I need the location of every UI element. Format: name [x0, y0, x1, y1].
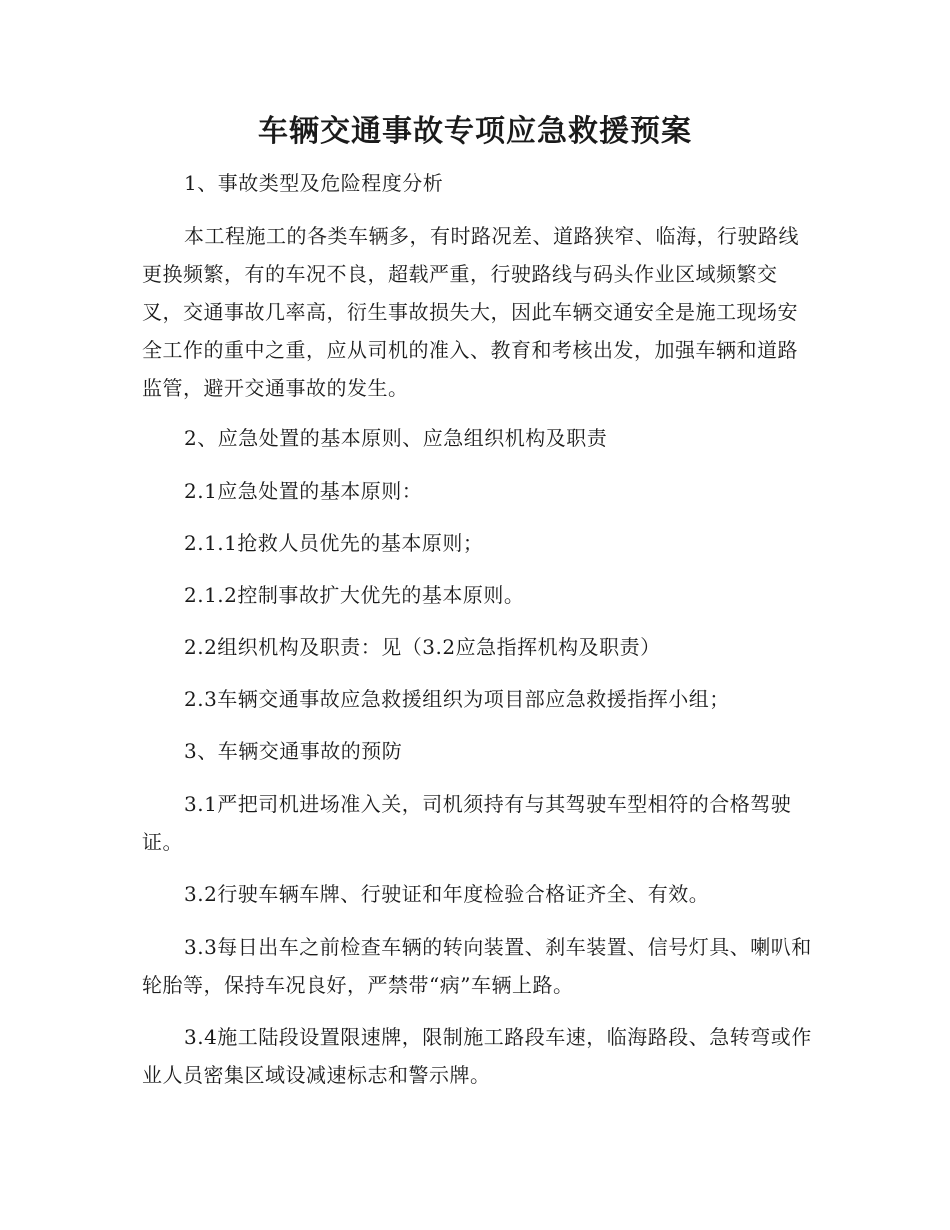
document-title: 车辆交通事故专项应急救援预案	[258, 114, 692, 149]
subsection-2-1: 2.1应急处置的基本原则：	[184, 479, 423, 503]
subsection-2-3: 2.3车辆交通事故应急救援组织为项目部应急救援指挥小组；	[184, 687, 730, 711]
section-heading-2: 2、应急处置的基本原则、应急组织机构及职责	[184, 426, 608, 450]
item-3-3: 3.3每日出车之前检查车辆的转向装置、刹车装置、信号灯具、喇叭和轮胎等，保持车况良好，严禁带“病”车辆上路。	[142, 935, 812, 997]
item-3-2: 3.2行驶车辆车牌、行驶证和年度检验合格证齐全、有效。	[184, 882, 710, 906]
item-2-1-1: 2.1.1抢救人员优先的基本原则；	[184, 531, 484, 555]
item-3-1: 3.1严把司机进场准入关，司机须持有与其驾驶车型相符的合格驾驶证。	[142, 792, 792, 854]
section-heading-3: 3、车辆交通事故的预防	[184, 739, 403, 763]
item-3-4: 3.4施工陆段设置限速牌，限制施工路段车速，临海路段、急转弯或作业人员密集区域设减速标志和警示牌。	[142, 1025, 812, 1087]
subsection-2-2: 2.2组织机构及职责：见（3.2应急指挥机构及职责）	[184, 635, 661, 659]
paragraph-hazard-analysis: 本工程施工的各类车辆多，有时路况差、道路狭窄、临海，行驶路线更换频繁，有的车况不良，超载严重，行驶路线与码头作业区域频繁交叉，交通事故几率高，衍生事故损失大，因此车辆交通安全是施工现场安全工作的重中之重，应从司机的准入、教育和考核出发，加强车辆和道路监管，避开交通事故的发生。	[142, 224, 799, 400]
item-2-1-2: 2.1.2控制事故扩大优先的基本原则。	[184, 583, 525, 607]
section-heading-1: 1、事故类型及危险程度分析	[184, 171, 444, 195]
